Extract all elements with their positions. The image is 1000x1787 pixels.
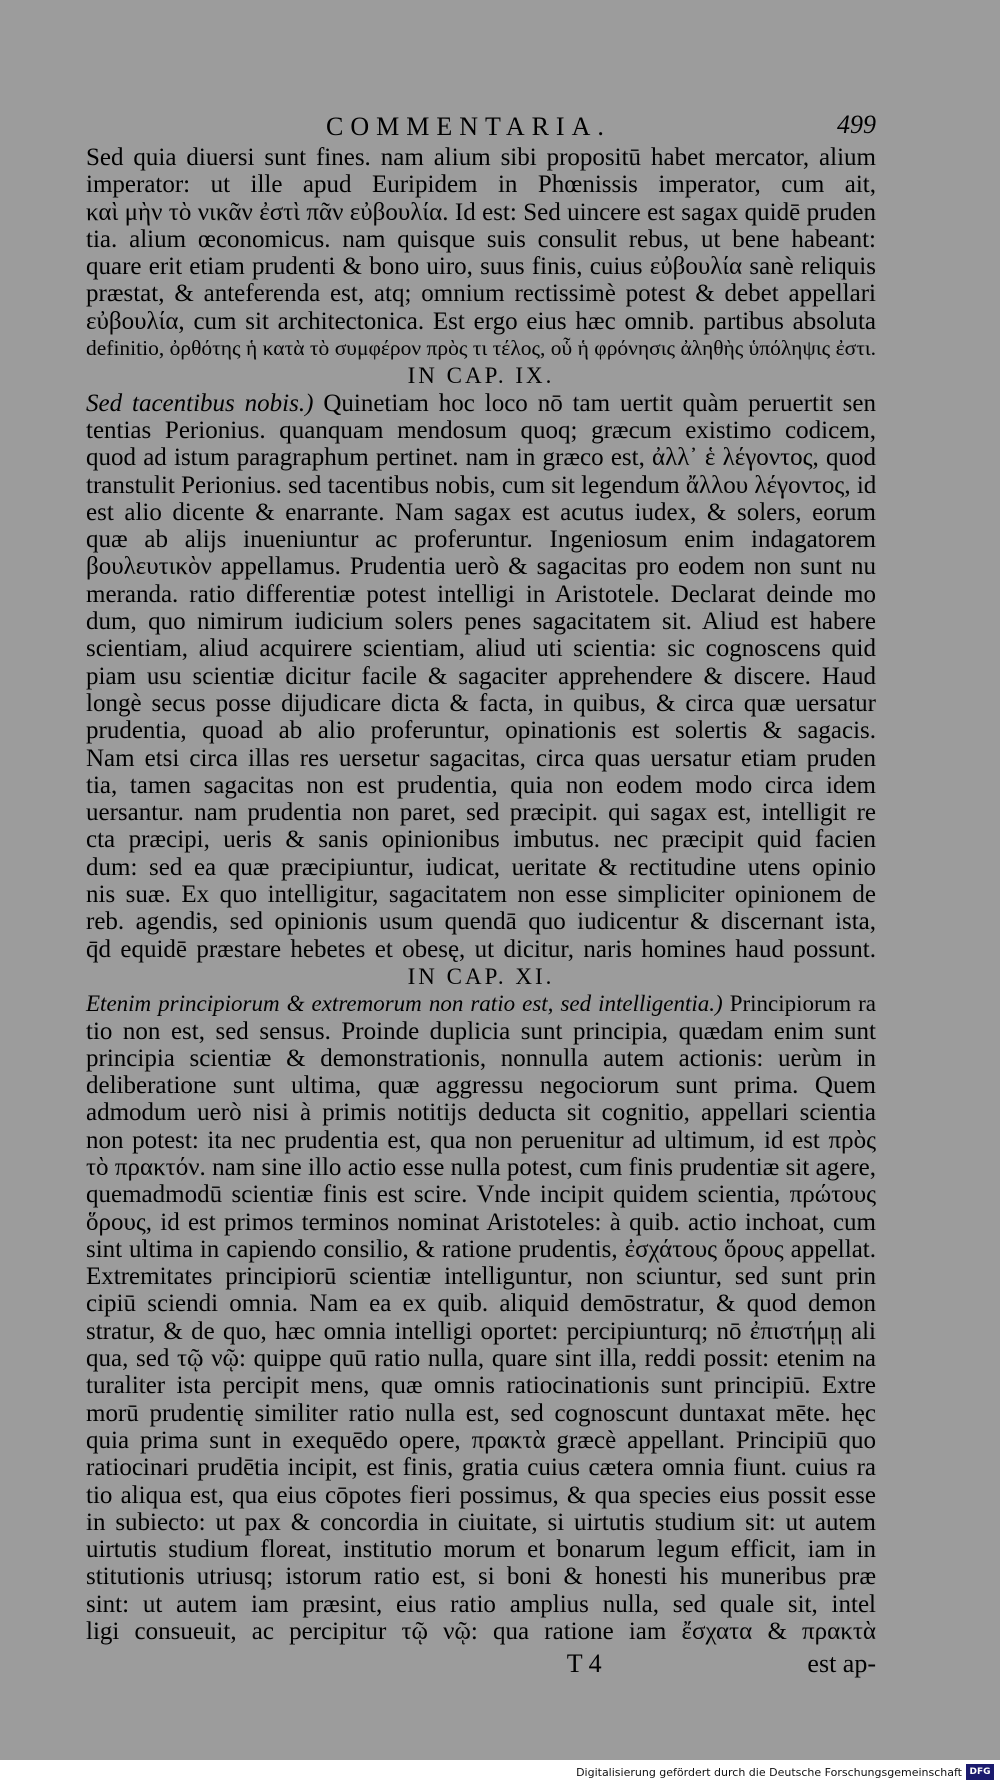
text-line: est alio dicente & enarrante. Nam sagax est acutus iudex, & solers, eorum [86, 498, 876, 526]
text-line: principia scientiæ & demonstrationis, nonnulla autem actionis: uerùm in [86, 1044, 876, 1072]
text-line: deliberatione sunt ultima, quæ aggressu negociorum sunt prima. Quem [86, 1072, 876, 1100]
text-line: Nam etsi circa illas res uersetur sagacitas, circa quas uersatur etiam pruden [86, 744, 876, 772]
page-header [86, 108, 876, 144]
text-line: Sed quia diuersi sunt fines. nam alium sibi propositū habet mercator, alium [86, 144, 876, 171]
text-line: præstat, & anteferenda est, atq; omnium rectissimè potest & debet appellari [86, 280, 876, 308]
catchline [86, 1649, 876, 1679]
text-line: in subiecto: ut pax & concordia in ciuitate, si uirtutis studium sit: ut autem [86, 1508, 876, 1536]
spacer [86, 1649, 406, 1679]
text-line: longè secus posse dijudicare dicta & facta, in quibus, & circa quæ uersatur [86, 689, 876, 717]
section-cap-xi [86, 990, 876, 1645]
text-line: quæ ab alijs inueniuntur ac proferuntur. Ingeniosum enim indagatorem [86, 526, 876, 554]
text-line: dum, quo nimirum iudicium solers penes sagacitatem sit. Aliud est habere [86, 608, 876, 636]
funding-credit: Digitalisierung gefördert durch die Deutsche Forschungsgemeinschaft [576, 1766, 962, 1779]
text-line: nis suæ. Ex quo intelligitur, sagacitatem non esse simpliciter opinionem de [86, 881, 876, 909]
running-title: COMMENTARIA. [326, 112, 611, 141]
text-line: βουλευτικὸν appellamus. Prudentia uerò & sagacitas pro eodem non sunt nu [86, 553, 876, 581]
section-cap-ix [86, 390, 876, 963]
text-line: quemadmodū scientiæ finis est scire. Vnde incipit quidem scientia, πρώτους [86, 1181, 876, 1209]
text-line: stratur, & de quo, hæc omnia intelligi oportet: percipiunturq; nō ἐπιστήμῃ ali [86, 1317, 876, 1345]
text-line: cta præcipi, ueris & sanis opinionibus imbutus. nec præcipit quid facien [86, 826, 876, 854]
text-line: piam usu scientiæ dicitur facile & sagaciter apprehendere & discere. Haud [86, 662, 876, 690]
dfg-logo: DFG [966, 1764, 994, 1780]
text-line: dum: sed ea quæ præcipiuntur, iudicat, ueritate & rectitudine utens opinio [86, 853, 876, 881]
section-heading-cap-ix: IN CAP. IX. [407, 363, 555, 389]
text-line: ratiocinari prudētia incipit, est finis, gratia cuius cætera omnia fiunt. cuius ra [86, 1454, 876, 1482]
text-line: uirtutis studium floreat, institutio morum et bonarum legum efficit, iam in [86, 1536, 876, 1564]
text-line: q̄d equidē præstare hebetes et obesę, ut dicitur, naris homines haud possunt. [86, 935, 876, 963]
lemma: Sed tacentibus nobis.) [86, 389, 314, 417]
lemma-line [86, 390, 876, 417]
section-heading-cap-xi: IN CAP. XI. [407, 963, 555, 989]
text-line: ὅρους, id est primos terminos nominat Aristoteles: à quib. actio inchoat, cum [86, 1208, 876, 1236]
text-line: ligi consueuit, ac percipitur τῷ νῷ: qua ratione iam ἔσχατα & πρακτὰ [86, 1618, 876, 1646]
text-line: Extremitates principiorū scientiæ intelliguntur, non sciuntur, sed sunt prin [86, 1263, 876, 1291]
text-line: καὶ μὴν τὸ νικᾶν ἐστὶ πᾶν εὐβουλία. Id est: Sed uincere est sagax quidē pruden [86, 198, 876, 226]
text-line: stitutionis utriusq; istorum ratio est, si boni & honesti his muneribus præ [86, 1563, 876, 1591]
text-line: εὐβουλία, cum sit architectonica. Est ergo eius hæc omnib. partibus absoluta [86, 307, 876, 335]
text-line: morū prudentię similiter ratio nulla est, sed cognoscunt duntaxat mēte. hęc [86, 1399, 876, 1427]
text-line: transtulit Perionius. sed tacentibus nobis, cum sit legendum ἄλλου λέγοντος, id [86, 471, 877, 499]
text-line: Quinetiam hoc loco nō tam uertit quàm peruertit sen [323, 389, 877, 417]
text-line: tentias Perionius. quanquam mendosum quoq; græcum existimo codicem, [86, 416, 876, 444]
text-line: turaliter ista percipit mens, quæ omnis ratiocinationis sunt principiū. Extre [86, 1372, 876, 1400]
text-line: cipiū sciendi omnia. Nam ea ex quib. aliquid demōstratur, & quod demon [86, 1290, 876, 1318]
text-line: tia, tamen sagacitas non est prudentia, quia non eodem modo circa idem [86, 771, 876, 799]
text-line: quare erit etiam prudenti & bono uiro, suus finis, cuius εὐβουλία sanè reliquis [86, 253, 876, 281]
text-line: admodum uerò nisi à primis notitijs deducta sit cognitio, appellari scientia [86, 1099, 876, 1127]
page-number: 499 [837, 110, 876, 139]
page-content [86, 108, 876, 1679]
text-line: Principiorum ra [729, 991, 876, 1017]
text-line: tio non est, sed sensus. Proinde duplicia sunt principia, quædam enim sunt [86, 1017, 876, 1045]
text-line: quia prima sunt in exequēdo opere, πρακτὰ græcè appellant. Principiū quo [86, 1426, 876, 1454]
text-line: reb. agendis, sed opinionis usum quendā quo iudicentur & discernant ista, [86, 908, 876, 936]
text-line: quod ad istum paragraphum pertinet. nam in græco est, ἀλλ᾽ ἑ λέγοντος, quod [86, 444, 876, 472]
text-line: non potest: ita nec prudentia est, qua non peruenitur ad ultimum, id est πρὸς [86, 1126, 876, 1154]
text-line: scientiam, aliud acquirere scientiam, aliud uti scientia: sic cognoscens quid [86, 635, 876, 663]
paragraph-prudentia [86, 144, 876, 362]
lemma: Etenim principiorum & extremorum non ratio est, sed intelligentia.) [86, 991, 723, 1017]
digitization-footer [0, 1760, 1000, 1787]
text-line: prudentia, quoad ab alio proferuntur, opinationis est solertis & sagacis. [86, 717, 876, 745]
lemma-line [86, 990, 876, 1017]
text-line: uersantur. nam prudentia non paret, sed præcipit. qui sagax est, intelligit re [86, 799, 876, 827]
text-line: tio aliqua est, qua eius cōpotes fieri possimus, & qua species eius possit esse [86, 1481, 876, 1509]
text-line: definitio, ὀρθότης ἡ κατὰ τὸ συμφέρον πρὸς τι τέλος, οὗ ἡ φρόνησις ἀληθὴς ὑπόληψις ἐστι. [86, 336, 876, 361]
signature-mark: T 4 [566, 1649, 602, 1679]
text-line: imperator: ut ille apud Euripidem in Phœnissis imperator, cum ait, [86, 171, 876, 199]
text-line: tia. alium œconomicus. nam quisque suis consulit rebus, ut bene habeant: [86, 225, 876, 253]
text-line: qua, sed τῷ νῷ: quippe quū ratio nulla, quare sint illa, reddi possit: etenim na [86, 1345, 876, 1373]
text-line: meranda. ratio differentiæ potest intelligi in Aristotele. Declarat deinde mo [86, 580, 876, 608]
text-line: sint ultima in capiendo consilio, & ratione prudentis, ἐσχάτους ὅρους appellat. [86, 1235, 876, 1263]
text-line: sint: ut autem iam præsint, eius ratio amplius nulla, sed quale sit, intel [86, 1590, 876, 1618]
catchword: est ap- [807, 1649, 876, 1679]
text-line: τὸ πρακτόν. nam sine illo actio esse nulla potest, cum finis prudentiæ sit agere, [86, 1153, 876, 1181]
